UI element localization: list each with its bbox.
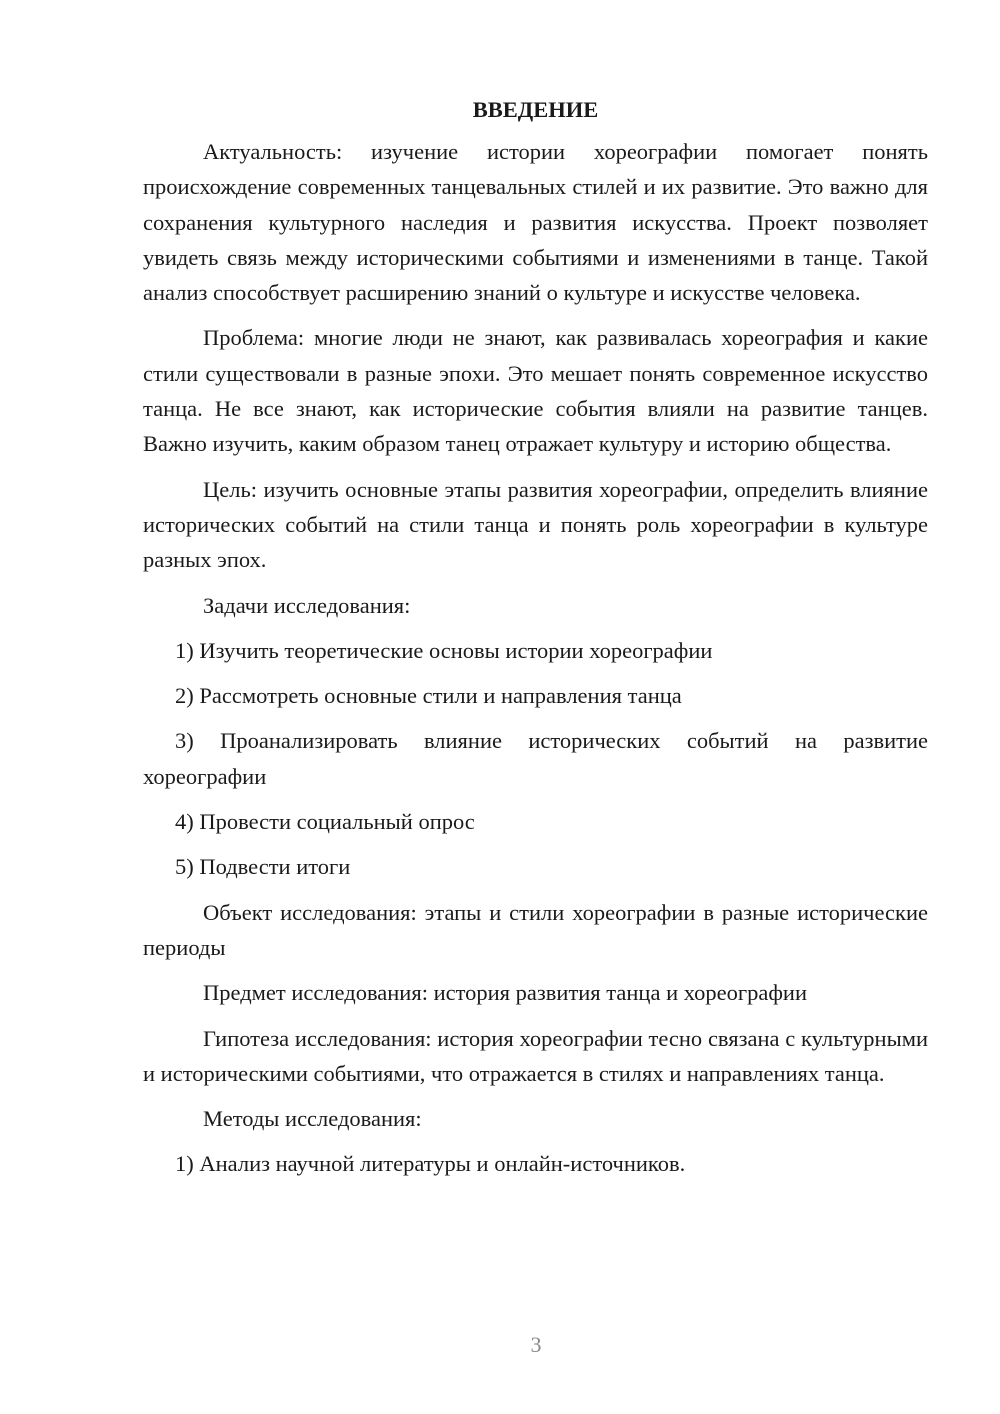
method-item: 1) Анализ научной литературы и онлайн-источников. — [175, 1151, 686, 1177]
goal-paragraph: Цель: изучить основные этапы развития хореографии, определить влияние исторических событий на стили танца и понять роль хореографии в культуре разных эпох. — [143, 476, 928, 573]
hypothesis-paragraph: Гипотеза исследования: история хореографии тесно связана с культурными и историческими событиями, что отражается в стилях и направлениях танца. — [143, 1025, 928, 1086]
subject-paragraph: Предмет исследования: история развития танца и хореографии — [203, 980, 807, 1006]
problem-paragraph: Проблема: многие люди не знают, как развивалась хореография и какие стили существовали в разные эпохи. Это мешает понять современное искусство танца. Не все знают, как исторические события влияли на развитие танцев. Важно изучить, каким образом танец отражает культуру и историю общества. — [143, 325, 928, 457]
object-paragraph: Объект исследования: этапы и стили хореографии в разные исторические периоды — [143, 899, 928, 960]
tasks-heading: Задачи исследования: — [203, 592, 411, 618]
page-content — [143, 92, 928, 1192]
task-item: 2) Рассмотреть основные стили и направления танца — [175, 683, 682, 709]
page-number: 3 — [530, 1332, 542, 1357]
relevance-paragraph: Актуальность: изучение истории хореографии помогает понять происхождение современных танцевальных стилей и их развитие. Это важно для сохранения культурного наследия и развития искусства. Проект позволяет увидеть связь между историческими событиями и изменениями в танце. Такой анализ способствует расширению знаний о культуре и искусстве человека. — [143, 139, 928, 306]
task-item: 4) Провести социальный опрос — [175, 809, 475, 835]
task-item: 5) Подвести итоги — [175, 854, 351, 880]
methods-heading: Методы исследования: — [203, 1106, 422, 1132]
task-item: 3) Проанализировать влияние исторических событий на развитие хореографии — [143, 728, 928, 789]
task-item: 1) Изучить теоретические основы истории хореографии — [175, 637, 713, 663]
section-title: ВВЕДЕНИЕ — [472, 97, 599, 122]
